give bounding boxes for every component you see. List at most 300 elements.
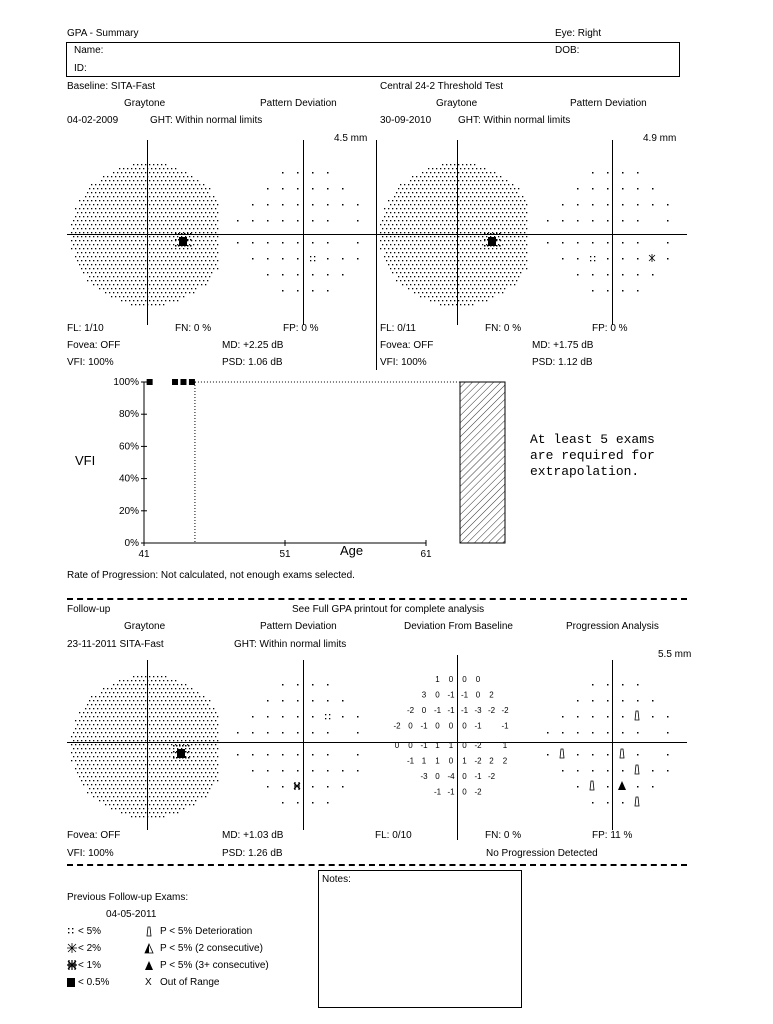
followup-graytone-title: Graytone xyxy=(124,621,166,632)
pd-point xyxy=(282,204,284,206)
deviation-value: -1 xyxy=(420,721,428,731)
progression-point xyxy=(592,684,594,686)
pd-point xyxy=(592,172,594,174)
pd-point xyxy=(282,732,284,734)
deviation-value: -1 xyxy=(420,741,428,750)
progression-point xyxy=(577,700,579,702)
deviation-value: 0 xyxy=(448,675,454,684)
pd-point xyxy=(282,700,284,702)
pd-point xyxy=(607,290,609,292)
see-full-gpa: See Full GPA printout for complete analysis xyxy=(292,604,485,615)
pd-point xyxy=(297,188,299,190)
pd-point xyxy=(312,684,314,686)
deviation-value: 1 xyxy=(448,741,454,750)
deviation-value: 0 xyxy=(435,690,440,700)
pd-point xyxy=(252,716,254,718)
pd-point xyxy=(622,290,624,292)
pd-point xyxy=(282,754,284,756)
pd-point xyxy=(357,258,359,260)
y-tick-label: 80% xyxy=(118,409,139,421)
pd-point xyxy=(294,782,300,790)
pd-point xyxy=(637,172,639,174)
pd-point xyxy=(357,754,359,756)
exam1-fovea: Fovea: OFF xyxy=(67,340,121,351)
pd-point xyxy=(592,204,594,206)
pd-point xyxy=(327,684,329,686)
pd-point xyxy=(282,802,284,804)
pd-point xyxy=(342,700,344,702)
pd-point xyxy=(267,786,269,788)
pd-point xyxy=(312,786,314,788)
progression-point xyxy=(592,770,594,772)
pd-point xyxy=(297,290,299,292)
deviation-value: 1 xyxy=(502,741,508,750)
pd-point xyxy=(312,204,314,206)
vfi-data-point xyxy=(147,379,153,385)
pd-point xyxy=(237,220,239,222)
deviation-value: -2 xyxy=(501,706,509,715)
pd-point xyxy=(267,204,269,206)
pd-point xyxy=(622,204,624,206)
test-name: Central 24-2 Threshold Test xyxy=(380,81,504,92)
vfi-ylabel: VFI xyxy=(75,453,96,468)
deviation-value: 2 xyxy=(489,690,494,700)
pd-point xyxy=(592,188,594,190)
pd-point xyxy=(267,700,269,702)
pd-point xyxy=(312,188,314,190)
pd-point xyxy=(297,172,299,174)
pd-point xyxy=(327,188,329,190)
followup-fn: FN: 0 % xyxy=(485,830,522,841)
progression-point xyxy=(607,732,609,734)
pd-point xyxy=(547,220,549,222)
followup-md: MD: +1.03 dB xyxy=(222,830,284,841)
no-progression-detected: No Progression Detected xyxy=(486,848,598,859)
legend-3-consecutive: P < 5% (3+ consecutive) xyxy=(160,960,269,971)
progression-point xyxy=(547,754,549,756)
pd-point xyxy=(637,258,639,260)
pd-point xyxy=(282,716,284,718)
pd-point xyxy=(312,290,314,292)
progression-point xyxy=(622,770,624,772)
deviation-value: 0 xyxy=(421,706,427,715)
progression-point xyxy=(562,770,564,772)
deviation-value: -1 xyxy=(447,690,455,700)
progression-point xyxy=(592,754,594,756)
pd-point xyxy=(327,290,329,292)
pd-point xyxy=(282,684,284,686)
pd-point xyxy=(637,290,639,292)
deviation-value: 1 xyxy=(462,756,467,766)
deterioration-triangle-outline-icon xyxy=(144,926,154,938)
progression-point xyxy=(637,786,639,788)
exam2-graytone-plot xyxy=(376,160,526,310)
pd-point xyxy=(267,770,269,772)
exam2-date: 30-09-2010 xyxy=(380,115,432,126)
exam1-psd: PSD: 1.06 dB xyxy=(222,357,283,368)
pd-point xyxy=(312,770,314,772)
pd-point xyxy=(562,204,564,206)
pd-point xyxy=(327,220,329,222)
pd-point xyxy=(267,274,269,276)
pd-point xyxy=(297,220,299,222)
pd-point xyxy=(357,220,359,222)
pd-point xyxy=(327,754,329,756)
progression-point xyxy=(637,700,639,702)
followup-graytone-plot xyxy=(67,672,217,822)
pd-point xyxy=(312,274,314,276)
pd-point xyxy=(342,274,344,276)
progression-point xyxy=(577,770,579,772)
deviation-value: -1 xyxy=(501,721,509,731)
pd-point xyxy=(607,188,609,190)
pd-point xyxy=(297,258,299,260)
pd-point xyxy=(325,714,330,719)
pd-point xyxy=(649,254,655,262)
pd-point xyxy=(607,242,609,244)
deviation-value: 0 xyxy=(462,721,467,731)
pd-point xyxy=(637,274,639,276)
pd-point xyxy=(622,172,624,174)
deviation-value: 0 xyxy=(408,721,413,731)
pd-point xyxy=(267,258,269,260)
deviation-value: 0 xyxy=(448,756,454,766)
deviation-value: 0 xyxy=(462,675,467,684)
pd-point xyxy=(342,188,344,190)
exam1-md: MD: +2.25 dB xyxy=(222,340,284,351)
followup-date-strategy: 23-11-2011 SITA-Fast xyxy=(67,639,164,650)
exam1-graytone-title: Graytone xyxy=(124,98,166,109)
deviation-value: 0 xyxy=(462,741,467,750)
pd-point xyxy=(237,732,239,734)
pd-point xyxy=(297,204,299,206)
pd-point xyxy=(282,188,284,190)
followup-psd: PSD: 1.26 dB xyxy=(222,848,283,859)
deviation-value: -1 xyxy=(460,690,469,700)
deviation-from-baseline-title: Deviation From Baseline xyxy=(404,621,513,632)
deviation-value: -2 xyxy=(393,721,401,731)
progression-point xyxy=(607,770,609,772)
progression-point xyxy=(620,749,624,758)
pd-point xyxy=(607,220,609,222)
progression-point xyxy=(635,765,639,774)
pd-point xyxy=(297,716,299,718)
progression-point xyxy=(577,716,579,718)
pd-point xyxy=(357,732,359,734)
exam2-ght: GHT: Within normal limits xyxy=(458,115,571,126)
followup-label: Follow-up xyxy=(67,604,111,615)
pd-point xyxy=(282,770,284,772)
pd-point xyxy=(667,220,669,222)
pd-point xyxy=(267,188,269,190)
vfi-data-point xyxy=(172,379,178,385)
pd-point xyxy=(312,802,314,804)
pd-point xyxy=(592,220,594,222)
vfi-data-point xyxy=(189,379,195,385)
legend-deterioration: P < 5% Deterioration xyxy=(160,926,253,937)
exam1-date: 04-02-2009 xyxy=(67,115,119,126)
pd-point xyxy=(607,204,609,206)
pd-point xyxy=(562,258,564,260)
exam1-vfi: VFI: 100% xyxy=(67,357,114,368)
pd-point xyxy=(282,220,284,222)
vfi-chart xyxy=(60,370,530,560)
exam2-pupil: 4.9 mm xyxy=(643,133,677,144)
pd-point xyxy=(237,242,239,244)
progression-point xyxy=(592,716,594,718)
deviation-value: -3 xyxy=(474,706,482,715)
pd-point xyxy=(637,220,639,222)
progression-point xyxy=(622,700,624,702)
progression-point xyxy=(652,770,654,772)
deviation-value: -2 xyxy=(474,741,482,750)
deviation-value: 0 xyxy=(462,772,467,781)
pd-point xyxy=(282,172,284,174)
legend-p1: < 1% xyxy=(78,960,102,971)
pd-point xyxy=(607,258,609,260)
progression-point xyxy=(562,716,564,718)
pd-point xyxy=(327,732,329,734)
pd-point xyxy=(282,274,284,276)
deviation-value: -1 xyxy=(406,756,415,766)
exam2-md: MD: +1.75 dB xyxy=(532,340,594,351)
deviation-value: 0 xyxy=(475,690,481,700)
followup-fp: FP: 11 % xyxy=(592,830,633,841)
deviation-value: -2 xyxy=(487,706,496,715)
progression-point xyxy=(607,802,609,804)
deviation-value: -1 xyxy=(474,772,482,781)
deviation-value: -1 xyxy=(447,706,455,715)
pd-point xyxy=(297,274,299,276)
pd-point xyxy=(637,242,639,244)
exam2-fp: FP: 0 % xyxy=(592,323,628,334)
blind-spot-marker xyxy=(173,745,190,759)
progression-point xyxy=(592,732,594,734)
pd-point xyxy=(252,204,254,206)
deviation-value: 0 xyxy=(435,772,440,781)
pd-point xyxy=(252,242,254,244)
pd-point xyxy=(652,188,654,190)
pd-point xyxy=(252,220,254,222)
pd-point xyxy=(652,274,654,276)
pd-point xyxy=(342,204,344,206)
deviation-value: -1 xyxy=(433,787,442,797)
pd-point xyxy=(310,256,315,261)
pd-point xyxy=(237,754,239,756)
pd-point xyxy=(342,258,344,260)
exam1-graytone-plot xyxy=(67,160,217,310)
deviation-value: 3 xyxy=(421,690,427,700)
followup-fovea: Fovea: OFF xyxy=(67,830,121,841)
exam2-fovea: Fovea: OFF xyxy=(380,340,434,351)
pd-point xyxy=(577,274,579,276)
deviation-value: 0 xyxy=(408,741,413,750)
deviation-value: 0 xyxy=(448,721,454,731)
exam2-pattern-title: Pattern Deviation xyxy=(570,98,647,109)
filled-triangle-icon xyxy=(144,960,154,972)
progression-point xyxy=(667,754,669,756)
pd-point xyxy=(357,770,359,772)
deviation-value: 1 xyxy=(435,741,440,750)
deviation-value: -3 xyxy=(420,772,428,781)
vfi-extrapolation-note xyxy=(530,432,655,480)
progression-point xyxy=(622,732,624,734)
exam2-graytone-title: Graytone xyxy=(436,98,478,109)
vfi-data-point xyxy=(180,379,186,385)
pd-point xyxy=(357,716,359,718)
pd-point xyxy=(607,274,609,276)
pd-point xyxy=(577,204,579,206)
pd-point xyxy=(297,732,299,734)
pd-point xyxy=(622,242,624,244)
pd-point xyxy=(577,258,579,260)
progression-point xyxy=(607,684,609,686)
pd-point xyxy=(577,188,579,190)
followup-pattern-deviation-plot xyxy=(225,672,385,822)
pd-point xyxy=(327,802,329,804)
y-tick-label: 0% xyxy=(124,538,139,549)
notes-box[interactable] xyxy=(318,870,522,1008)
y-tick-label: 100% xyxy=(113,377,139,388)
y-tick-label: 40% xyxy=(118,473,139,485)
pd-point xyxy=(312,242,314,244)
followup-fl: FL: 0/10 xyxy=(375,830,412,841)
exam1-fp: FP: 0 % xyxy=(283,323,319,334)
deviation-value: -1 xyxy=(460,706,469,715)
exam2-vfi: VFI: 100% xyxy=(380,357,427,368)
pd-point xyxy=(312,716,314,718)
pd-point xyxy=(267,220,269,222)
deviation-value: -4 xyxy=(447,772,455,781)
progression-point xyxy=(618,781,626,790)
pd-point xyxy=(297,770,299,772)
previous-exams-title: Previous Follow-up Exams: xyxy=(67,892,189,903)
pd-point xyxy=(327,700,329,702)
deviation-value: 0 xyxy=(475,675,481,684)
deviation-value: 1 xyxy=(435,756,440,766)
patient-info-box xyxy=(66,42,680,77)
deviation-value: 2 xyxy=(502,756,508,766)
note-line: extrapolation. xyxy=(530,464,640,479)
progression-point xyxy=(592,700,594,702)
deviation-value: -1 xyxy=(433,706,442,715)
x-tick-label: 41 xyxy=(138,549,150,560)
progression-point xyxy=(577,786,579,788)
p05-symbol-icon xyxy=(67,978,75,987)
progression-point xyxy=(547,732,549,734)
pd-point xyxy=(312,220,314,222)
followup-ght: GHT: Within normal limits xyxy=(234,639,347,650)
progression-point xyxy=(607,700,609,702)
note-line: are required for xyxy=(530,448,655,463)
deviation-value: -2 xyxy=(474,787,482,797)
pd-point xyxy=(637,204,639,206)
pd-point xyxy=(652,204,654,206)
pd-point xyxy=(622,274,624,276)
pd-point xyxy=(547,242,549,244)
progression-point xyxy=(622,716,624,718)
name-label: Name: xyxy=(74,45,104,56)
pd-point xyxy=(592,290,594,292)
progression-point xyxy=(590,781,594,790)
exam1-pupil: 4.5 mm xyxy=(334,133,368,144)
followup-pupil: 5.5 mm xyxy=(658,649,692,660)
exam1-pattern-deviation-plot xyxy=(225,160,385,310)
pd-point xyxy=(667,204,669,206)
pd-point xyxy=(312,700,314,702)
pd-point xyxy=(267,732,269,734)
exam1-ght: GHT: Within normal limits xyxy=(150,115,263,126)
pd-point xyxy=(342,716,344,718)
section-divider xyxy=(67,598,687,600)
pd-point xyxy=(252,258,254,260)
legend-p5: < 5% xyxy=(78,926,102,937)
deviation-from-baseline-grid xyxy=(370,672,530,812)
pd-point xyxy=(282,242,284,244)
deviation-value: 0 xyxy=(462,787,467,797)
pd-point xyxy=(267,242,269,244)
followup-vfi: VFI: 100% xyxy=(67,848,114,859)
pd-point xyxy=(562,242,564,244)
dob-label: DOB: xyxy=(555,45,580,56)
pd-point xyxy=(282,786,284,788)
pd-point xyxy=(327,172,329,174)
progression-analysis-plot xyxy=(535,672,695,822)
pd-point xyxy=(590,256,595,261)
progression-point xyxy=(652,700,654,702)
progression-point xyxy=(652,786,654,788)
progression-point xyxy=(622,802,624,804)
exam1-fl: FL: 1/10 xyxy=(67,323,104,334)
progression-point xyxy=(622,684,624,686)
pd-point xyxy=(297,700,299,702)
progression-point xyxy=(637,754,639,756)
report-title: GPA - Summary xyxy=(67,28,139,39)
progression-point xyxy=(667,716,669,718)
exam2-fl: FL: 0/11 xyxy=(380,323,416,334)
legend-p05: < 0.5% xyxy=(78,977,110,988)
progression-point xyxy=(562,732,564,734)
progression-point xyxy=(635,711,639,720)
progression-point xyxy=(577,754,579,756)
progression-point xyxy=(667,770,669,772)
y-tick-label: 20% xyxy=(118,505,139,517)
pd-point xyxy=(297,684,299,686)
section-divider xyxy=(67,864,687,866)
pd-point xyxy=(357,242,359,244)
x-tick-label: 51 xyxy=(279,549,291,560)
progression-point xyxy=(607,716,609,718)
progression-point xyxy=(635,797,639,806)
progression-point xyxy=(577,732,579,734)
pd-point xyxy=(252,754,254,756)
progression-point xyxy=(607,754,609,756)
pd-point xyxy=(592,242,594,244)
pd-point xyxy=(562,220,564,222)
pd-point xyxy=(327,274,329,276)
pd-point xyxy=(327,770,329,772)
deviation-value: -2 xyxy=(487,772,496,781)
progression-point xyxy=(637,684,639,686)
pd-point xyxy=(312,172,314,174)
id-label: ID: xyxy=(74,63,87,74)
pd-point xyxy=(577,220,579,222)
pd-point xyxy=(267,754,269,756)
out-of-range-symbol: X xyxy=(145,977,152,988)
exam2-psd: PSD: 1.12 dB xyxy=(532,357,593,368)
x-tick-label: 61 xyxy=(420,549,432,560)
rate-of-progression: Rate of Progression: Not calculated, not enough exams selected. xyxy=(67,570,355,581)
